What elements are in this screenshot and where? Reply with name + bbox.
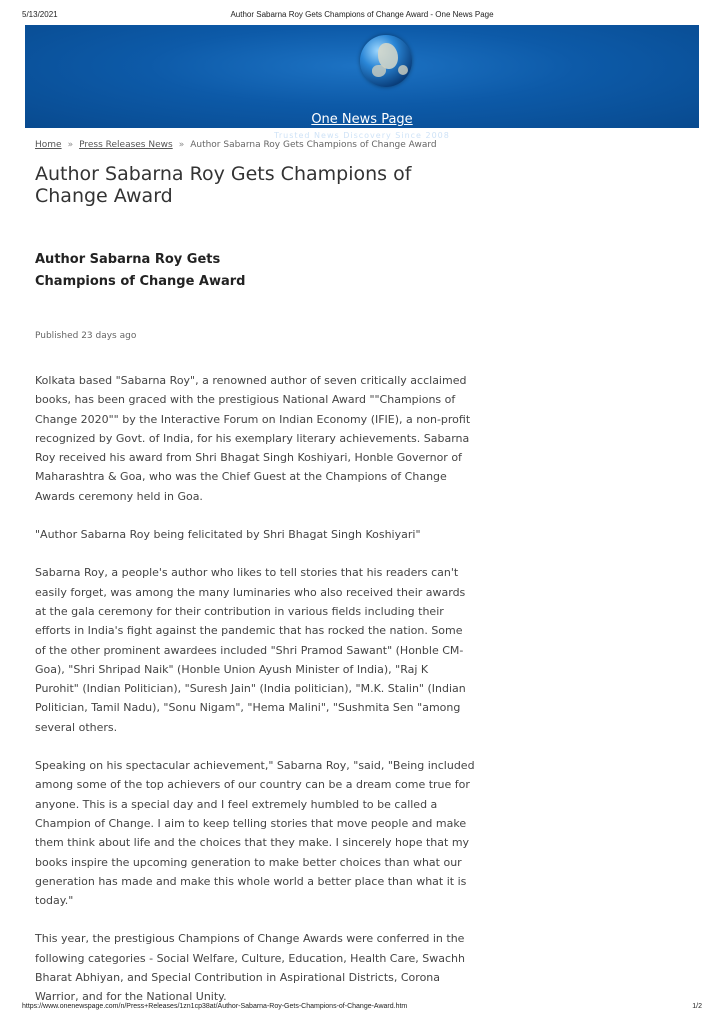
- breadcrumb: [35, 140, 437, 150]
- print-date: 5/13/2021: [22, 10, 58, 19]
- article-paragraph: Sabarna Roy, a people's author who likes to tell stories that his readers can't easily forget, was among the many luminaries who also received their awards at the gala ceremony for their contribution in various fields including their efforts in India's fight against the pandemic that has rocked the nation. Some of the other prominent awardees included "Shri Pramod Sawant" (Honble CM-Goa), "Shri Shripad Naik" (Honble Union Ayush Minister of India), "Raj K Purohit" (Indian Politician), "Suresh Jain" (India politician), "M.K. Stalin" (Indian Politician, Tamil Nadu), "Sonu Nigam", "Hema Malini", "Sushmita Sen "among several others.: [35, 566, 466, 734]
- page-title: Author Sabarna Roy Gets Champions of Change Award: [35, 163, 412, 207]
- article-headline: [35, 249, 245, 293]
- print-url: https://www.onenewspage.com/n/Press+Releases/1zn1cp38at/Author-Sabarna-Roy-Gets-Champions-of-Change-Award.htm: [22, 1003, 408, 1010]
- site-banner[interactable]: [25, 25, 699, 140]
- site-tagline: Trusted News Discovery Since 2008: [274, 131, 450, 140]
- print-page-number: 1/2: [692, 1003, 702, 1010]
- article-paragraph: Speaking on his spectacular achievement," Sabarna Roy, "said, "Being included among some of the top achievers of our country can be a dream come true for anyone. This is a special day and I feel extremely humbled to be called a Champion of Change. I aim to keep telling stories that move people and make them think about life and the choices that they make. I sincerely hope that my books inspire the upcoming generation to make better choices than what our generation has made and make this whole world a better place than what it is today.": [35, 759, 475, 908]
- published-date: Published 23 days ago: [35, 331, 137, 341]
- print-document-title: Author Sabarna Roy Gets Champions of Change Award - One News Page: [230, 10, 494, 19]
- article-paragraph: "Author Sabarna Roy being felicitated by Shri Bhagat Singh Koshiyari": [35, 528, 421, 542]
- breadcrumb-separator: »: [67, 140, 74, 150]
- breadcrumb-home-link[interactable]: Home: [35, 140, 62, 150]
- article-paragraph: This year, the prestigious Champions of Change Awards were conferred in the following categories - Social Welfare, Culture, Education, Health Care, Swachh Bharat Abhiyan, and Special Contribution in Aspirational Districts, Corona Warrior, and for the National Unity.: [35, 932, 465, 1004]
- print-footer: [0, 1003, 724, 1015]
- article-paragraph: Kolkata based "Sabarna Roy", a renowned author of seven critically acclaimed books, has been graced with the prestigious National Award ""Champions of Change 2020"" by the Interactive Forum on Indian Economy (IFIE), a non-profit recognized by Govt. of India, for his exemplary literary achievements. Sabarna Roy received his award from Shri Bhagat Singh Koshiyari, Honble Governor of Maharashtra & Goa, who was the Chief Guest at the Champions of Change Awards ceremony held in Goa.: [35, 374, 471, 503]
- breadcrumb-current: Author Sabarna Roy Gets Champions of Change Award: [190, 140, 437, 150]
- site-name-link[interactable]: One News Page: [311, 112, 413, 127]
- breadcrumb-section-link[interactable]: Press Releases News: [79, 140, 173, 150]
- breadcrumb-separator: »: [178, 140, 185, 150]
- article-headline-line1: Author Sabarna Roy Gets: [35, 252, 221, 267]
- article-headline-line2: Champions of Change Award: [35, 274, 246, 289]
- globe-logo-icon[interactable]: [360, 35, 412, 87]
- print-header: [0, 10, 724, 24]
- article-body: [35, 371, 475, 1024]
